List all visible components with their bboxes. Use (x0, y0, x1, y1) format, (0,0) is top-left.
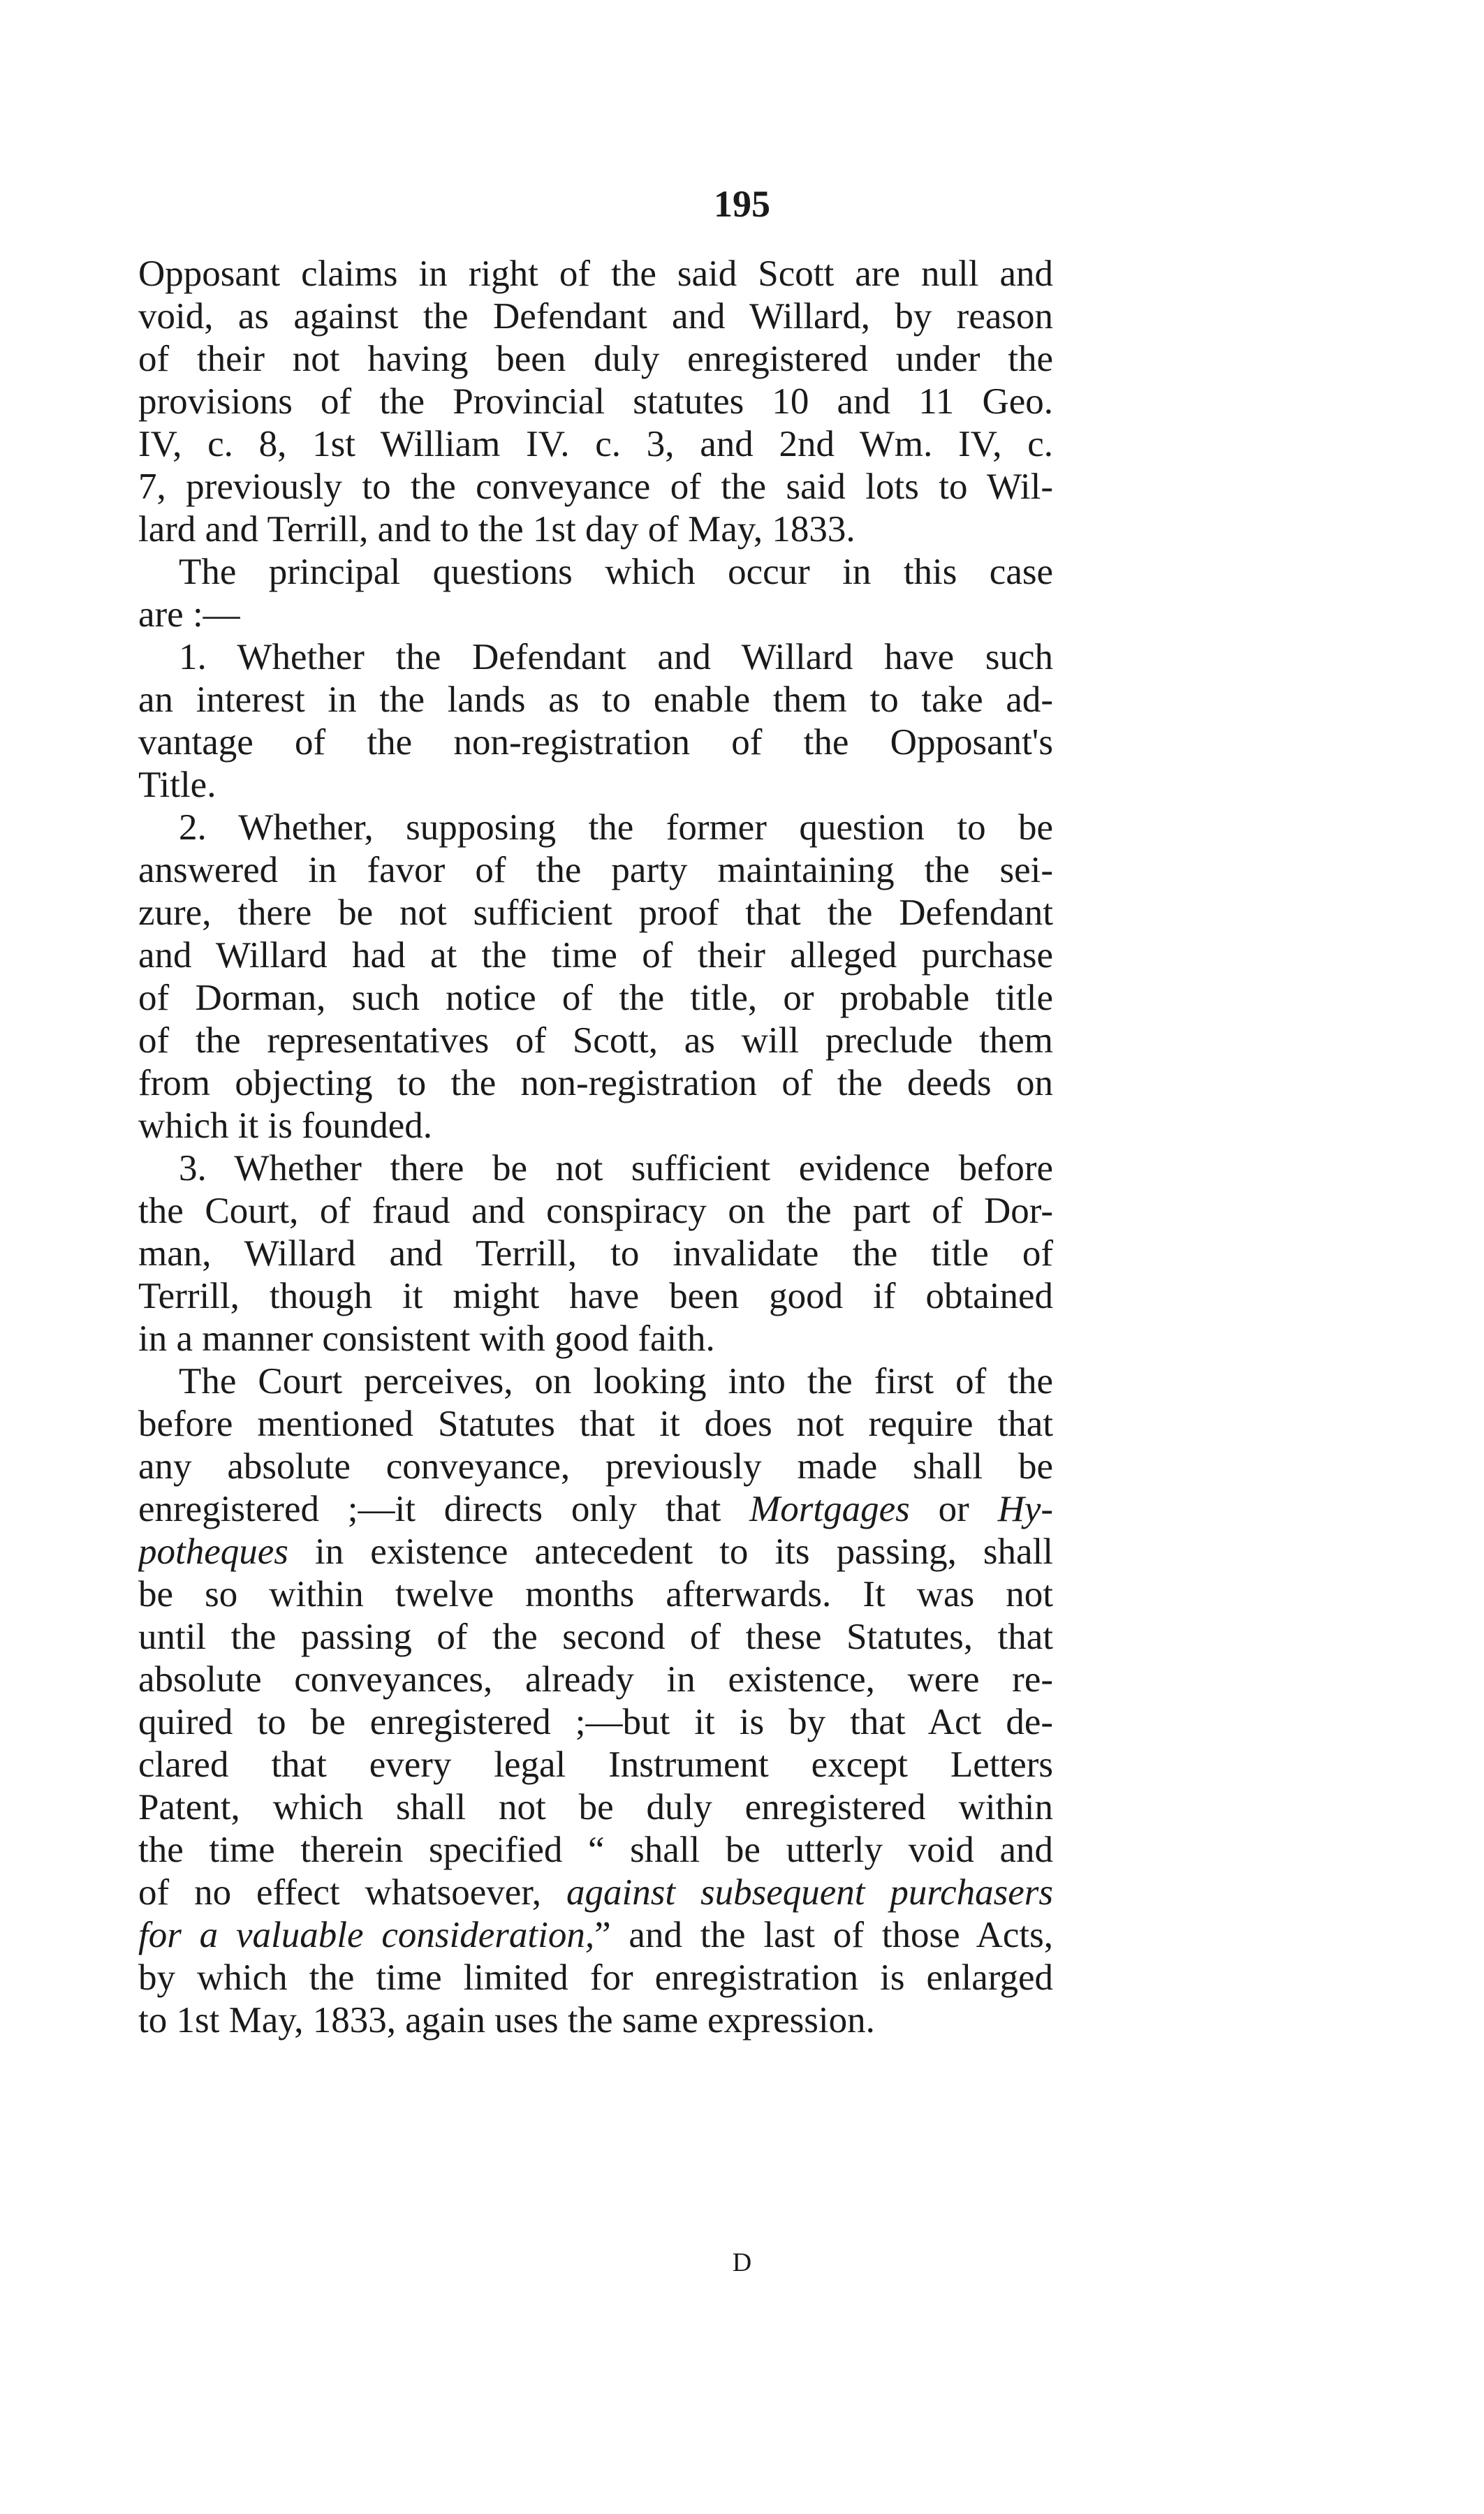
text-line (138, 1531, 1053, 1573)
text-line: before mentioned Statutes that it does not require that (138, 1404, 1053, 1444)
text-line: answered in favor of the party maintaining the sei- (138, 850, 1053, 890)
text-line: IV, c. 8, 1st William IV. c. 3, and 2nd Wm. IV, c. (138, 424, 1053, 464)
body-text (138, 253, 1053, 2042)
text-line: the time therein specified “ shall be utterly void and (138, 1830, 1053, 1870)
text-line: absolute conveyances, already in existence, were re- (138, 1659, 1053, 1700)
text-line: vantage of the non-registration of the Opposant's (138, 722, 1053, 763)
text-line: of the representatives of Scott, as will preclude them (138, 1020, 1053, 1061)
text-line: by which the time limited for enregistration is enlarged (138, 1957, 1053, 1998)
text-run: of no effect whatsoever, (138, 1872, 542, 1913)
text-run: or (938, 1489, 969, 1529)
text-line: of Dorman, such notice of the title, or probable title (138, 978, 1053, 1018)
text-line: are :— (138, 594, 240, 635)
italic-run: Mortgages (749, 1489, 910, 1529)
text-line (138, 1872, 1053, 1914)
text-run: in existence antecedent to its passing, shall (314, 1531, 1053, 1572)
text-line: 7, previously to the conveyance of the said lots to Wil- (138, 466, 1053, 507)
text-line: 3. Whether there be not sufficient evidence before (179, 1148, 1053, 1189)
text-line: The Court perceives, on looking into the first of the (179, 1361, 1053, 1402)
text-run: enregistered ;—it directs only that (138, 1489, 721, 1529)
text-line: void, as against the Defendant and Willard, by reason (138, 296, 1053, 337)
text-line: Patent, which shall not be duly enregistered within (138, 1787, 1053, 1828)
text-line: to 1st May, 1833, again uses the same expression. (138, 2000, 875, 2041)
text-line: until the passing of the second of these Statutes, that (138, 1617, 1053, 1657)
text-line: and Willard had at the time of their alleged purchase (138, 935, 1053, 976)
text-line: an interest in the lands as to enable them to take ad- (138, 679, 1053, 720)
text-line (138, 1914, 1053, 1957)
text-line (138, 1488, 1053, 1531)
text-line: any absolute conveyance, previously made shall be (138, 1446, 1053, 1487)
text-line: provisions of the Provincial statutes 10 and 11 Geo. (138, 381, 1053, 422)
text-run: ” and the last of those Acts, (594, 1915, 1053, 1955)
text-line: clared that every legal Instrument except Letters (138, 1744, 1053, 1785)
text-line: Opposant claims in right of the said Scott are null and (138, 253, 1053, 294)
text-line: quired to be enregistered ;—but it is by that Act de- (138, 1702, 1053, 1742)
signature-mark: D (732, 2248, 752, 2277)
italic-run: against subsequent purchasers (566, 1872, 1053, 1913)
text-line: from objecting to the non-registration of the deeds on (138, 1063, 1053, 1103)
italic-run: Hy- (997, 1489, 1053, 1529)
italic-run: potheques (138, 1531, 288, 1572)
italic-run: for a valuable consideration, (138, 1915, 595, 1955)
text-line: in a manner consistent with good faith. (138, 1318, 715, 1359)
text-line: man, Willard and Terrill, to invalidate the title of (138, 1233, 1053, 1274)
text-line: zure, there be not sufficient proof that the Defendant (138, 892, 1053, 933)
text-line: 1. Whether the Defendant and Willard have such (179, 637, 1053, 677)
text-line: lard and Terrill, and to the 1st day of May, 1833. (138, 509, 855, 550)
text-line: 2. Whether, supposing the former question to be (179, 807, 1053, 848)
text-line: Terrill, though it might have been good if obtained (138, 1276, 1053, 1316)
text-line: of their not having been duly enregistered under the (138, 339, 1053, 379)
text-line: Title. (138, 765, 216, 805)
text-line: which it is founded. (138, 1105, 432, 1146)
text-line: the Court, of fraud and conspiracy on the part of Dor- (138, 1191, 1053, 1231)
text-line: The principal questions which occur in this case (179, 552, 1053, 592)
text-line: be so within twelve months afterwards. It was not (138, 1574, 1053, 1615)
page-number: 195 (714, 183, 770, 225)
